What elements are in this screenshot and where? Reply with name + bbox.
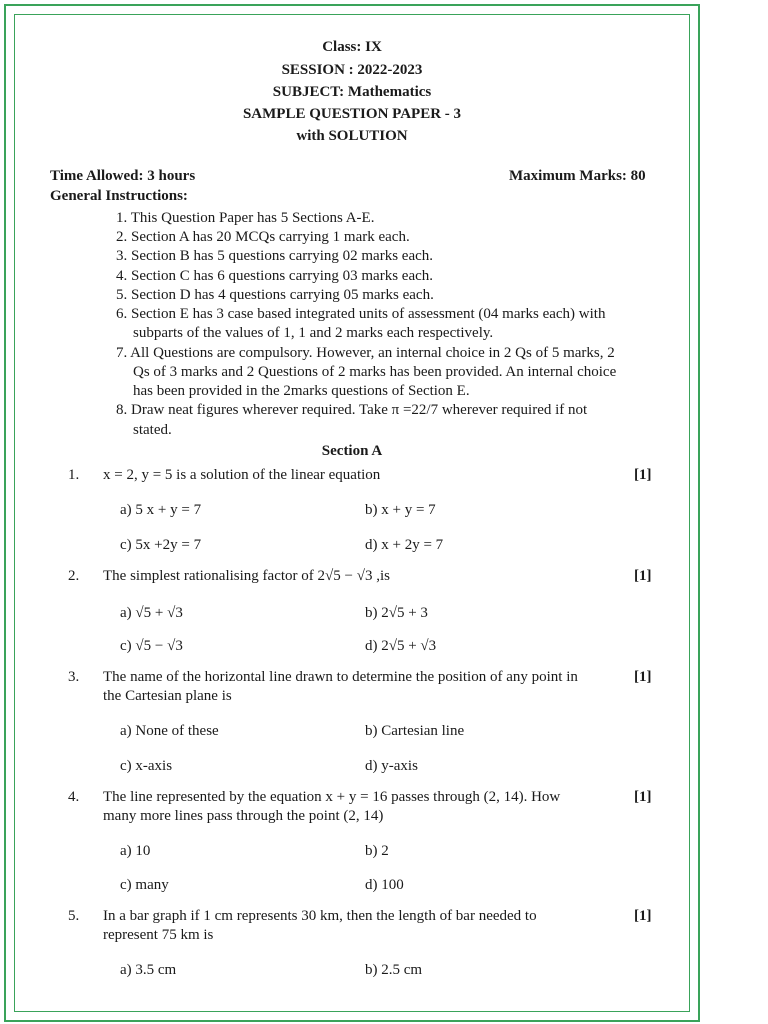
- instruction-item-continued: has been provided in the 2marks questions of Section E.: [133, 383, 470, 399]
- question-number: 3.: [68, 669, 80, 685]
- option-a: a) 3.5 cm: [120, 962, 177, 978]
- question-text: The name of the horizontal line drawn to determine the position of any point in: [103, 669, 578, 685]
- option-b: b) Cartesian line: [365, 723, 465, 739]
- option-b: b) x + y = 7: [365, 502, 436, 518]
- section-heading: Section A: [321, 443, 383, 459]
- maximum-marks: Maximum Marks: 80: [509, 168, 646, 184]
- question-number: 5.: [68, 908, 80, 924]
- page-border-inner: [14, 14, 690, 1012]
- question-marks: [1]: [634, 789, 652, 805]
- option-d: d) x + 2y = 7: [365, 537, 444, 553]
- instruction-item: 4. Section C has 6 questions carrying 03 marks each.: [116, 268, 434, 284]
- session-title: SESSION : 2022-2023: [281, 62, 423, 78]
- question-text: The simplest rationalising factor of 2√5 − √3 ,is: [103, 568, 390, 584]
- option-c: c) x-axis: [120, 758, 173, 774]
- class-title: Class: IX: [322, 39, 382, 55]
- question-text: The line represented by the equation x + y = 16 passes through (2, 14). How: [103, 789, 561, 805]
- option-a: a) √5 + √3: [120, 605, 183, 621]
- instruction-item-continued: subparts of the values of 1, 1 and 2 marks each respectively.: [133, 325, 494, 341]
- instruction-item: 7. All Questions are compulsory. However, an internal choice in 2 Qs of 5 marks, 2: [116, 345, 615, 361]
- instruction-item: 5. Section D has 4 questions carrying 05 marks each.: [116, 287, 434, 303]
- option-a: a) None of these: [120, 723, 219, 739]
- option-b: b) 2.5 cm: [365, 962, 423, 978]
- instruction-item: 1. This Question Paper has 5 Sections A-E.: [116, 210, 375, 226]
- question-text-continued: represent 75 km is: [103, 927, 214, 943]
- option-a: a) 5 x + y = 7: [120, 502, 202, 518]
- instruction-item: 2. Section A has 20 MCQs carrying 1 mark each.: [116, 229, 410, 245]
- paper-title: SAMPLE QUESTION PAPER - 3: [242, 106, 462, 122]
- option-d: d) 100: [365, 877, 404, 893]
- question-marks: [1]: [634, 467, 652, 483]
- question-marks: [1]: [634, 908, 652, 924]
- option-a: a) 10: [120, 843, 151, 859]
- option-c: c) 5x +2y = 7: [120, 537, 202, 553]
- question-text-continued: the Cartesian plane is: [103, 688, 232, 704]
- instruction-item: 8. Draw neat figures wherever required. Take π =22/7 wherever required if not: [116, 402, 588, 418]
- question-text: In a bar graph if 1 cm represents 30 km, then the length of bar needed to: [103, 908, 537, 924]
- instruction-item: 3. Section B has 5 questions carrying 02 marks each.: [116, 248, 434, 264]
- option-b: b) 2√5 + 3: [365, 605, 428, 621]
- question-text: x = 2, y = 5 is a solution of the linear equation: [103, 467, 381, 483]
- question-number: 2.: [68, 568, 80, 584]
- time-allowed: Time Allowed: 3 hours: [50, 168, 196, 184]
- instruction-item-continued: Qs of 3 marks and 2 Questions of 2 marks has been provided. An internal choice: [133, 364, 617, 380]
- question-number: 1.: [68, 467, 80, 483]
- solution-subtitle: with SOLUTION: [296, 128, 408, 144]
- question-number: 4.: [68, 789, 80, 805]
- question-text-continued: many more lines pass through the point (2, 14): [103, 808, 384, 824]
- option-d: d) y-axis: [365, 758, 418, 774]
- subject-title: SUBJECT: Mathematics: [272, 84, 432, 100]
- general-instructions-heading: General Instructions:: [50, 188, 188, 204]
- option-c: c) many: [120, 877, 169, 893]
- option-d: d) 2√5 + √3: [365, 638, 437, 654]
- instruction-item: 6. Section E has 3 case based integrated units of assessment (04 marks each) with: [116, 306, 606, 322]
- instruction-item-continued: stated.: [133, 422, 172, 438]
- option-b: b) 2: [365, 843, 389, 859]
- question-marks: [1]: [634, 669, 652, 685]
- question-marks: [1]: [634, 568, 652, 584]
- option-c: c) √5 − √3: [120, 638, 183, 654]
